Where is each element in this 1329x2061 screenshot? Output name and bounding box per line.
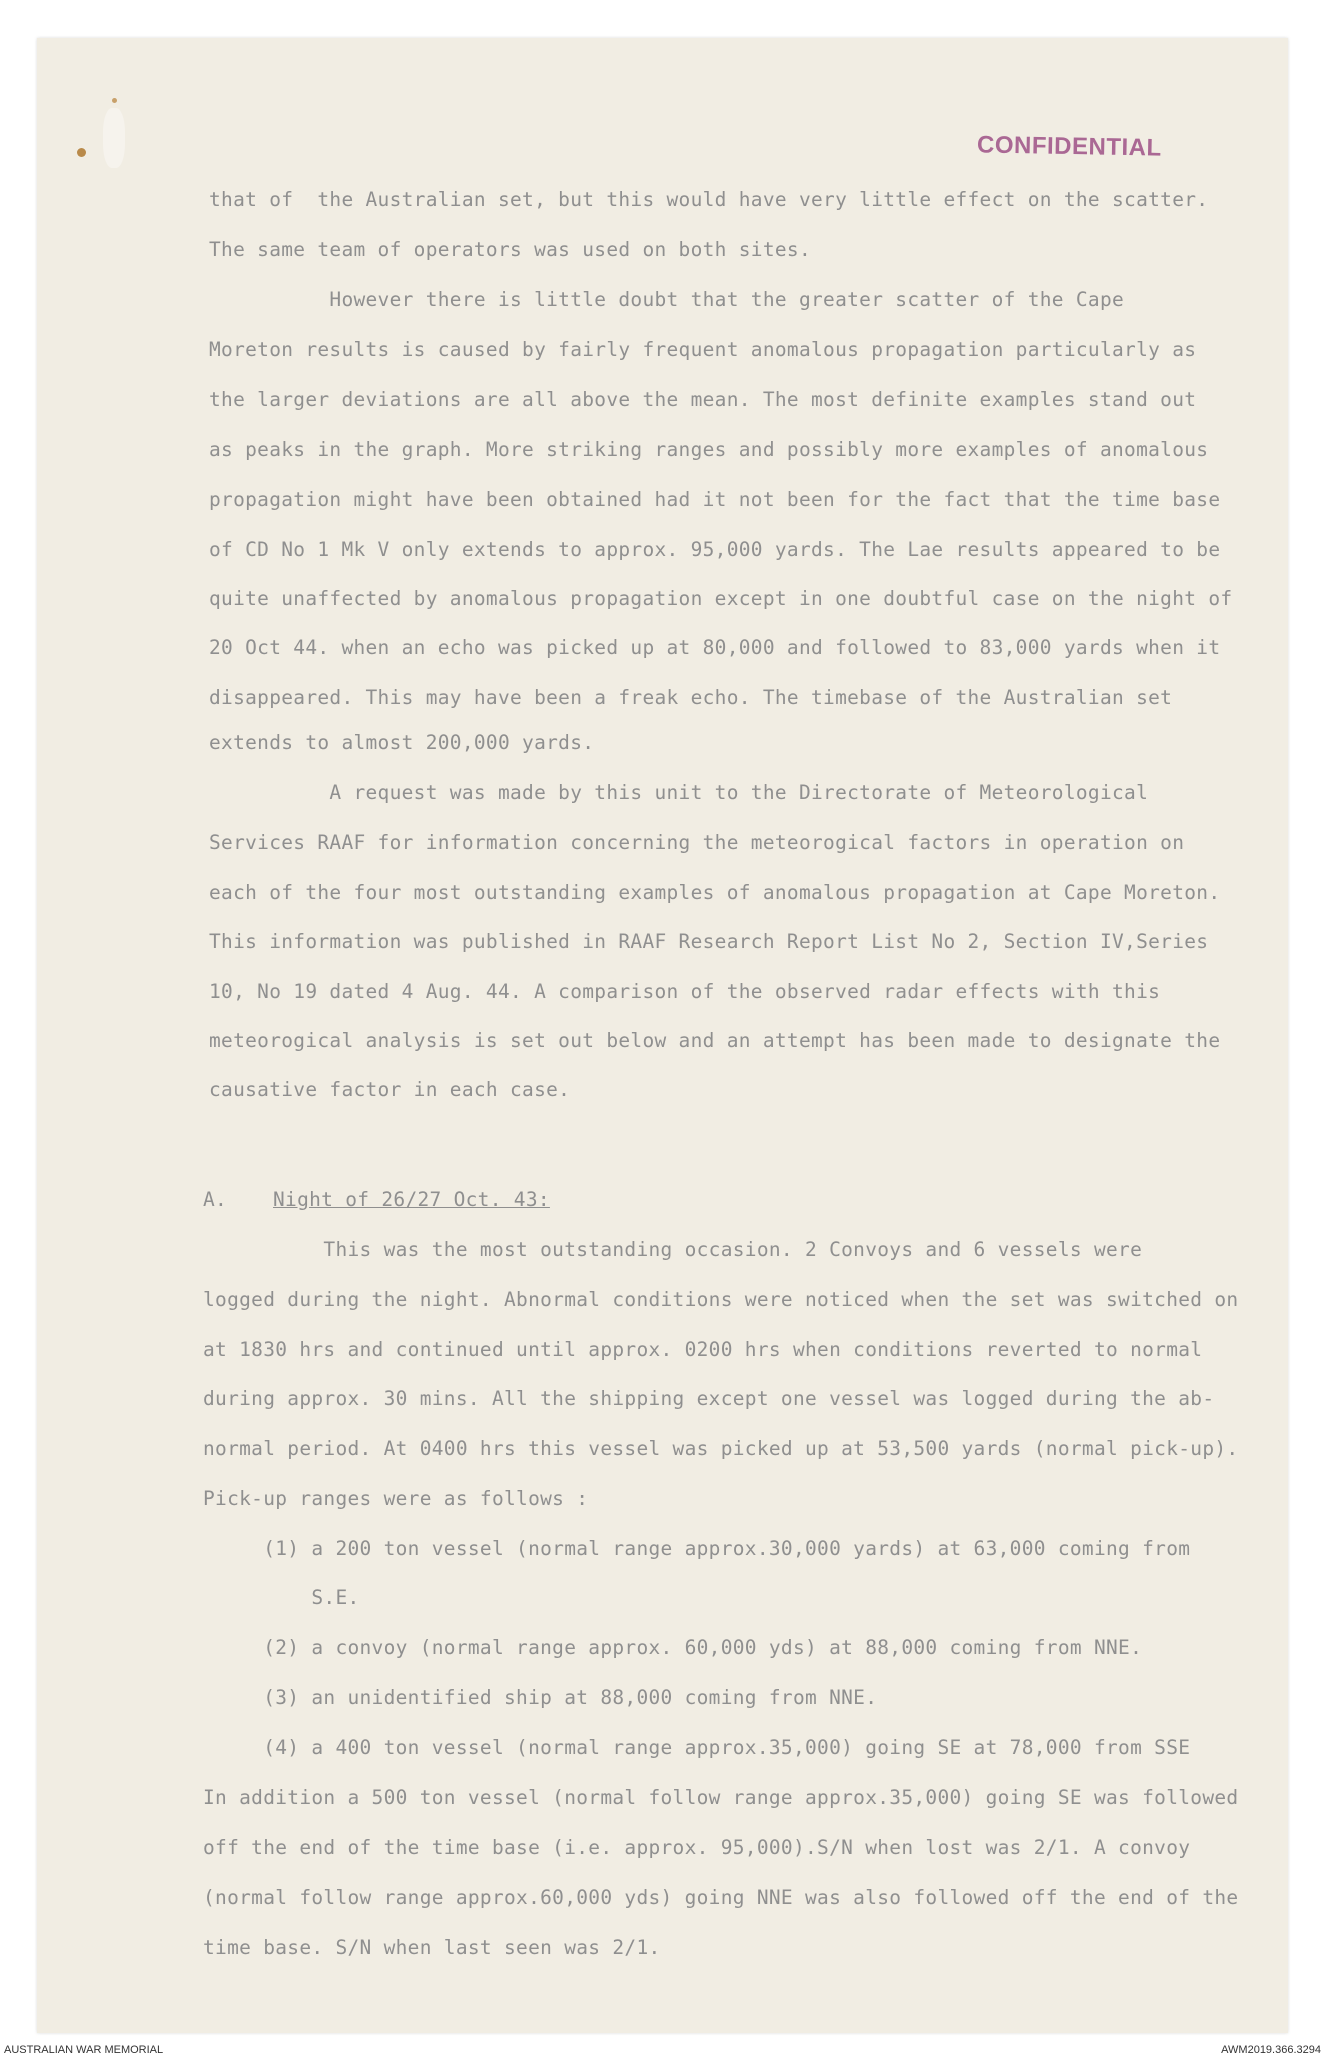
- text-line: 10, No 19 dated 4 Aug. 44. A comparison of the observed radar effects with this: [209, 980, 1161, 1003]
- paper-fold-mark: [103, 108, 125, 168]
- text-line: This was the most outstanding occasion. 2 Convoys and 6 vessels were: [203, 1238, 1143, 1261]
- text-line: during approx. 30 mins. All the shipping except one vessel was logged during the ab-: [203, 1387, 1215, 1410]
- text-line: quite unaffected by anomalous propagation except in one doubtful case on the night of: [209, 587, 1233, 610]
- rust-stain: [112, 98, 117, 103]
- document-page: [37, 38, 1288, 2033]
- section-heading: Night of 26/27 Oct. 43:: [273, 1188, 550, 1211]
- text-line: propagation might have been obtained had it not been for the fact that the time base: [209, 488, 1221, 511]
- text-line: In addition a 500 ton vessel (normal follow range approx.35,000) going SE was followed: [203, 1786, 1239, 1809]
- confidential-stamp: CONFIDENTIAL: [976, 131, 1162, 162]
- text-line: S.E.: [203, 1586, 360, 1609]
- text-line: of CD No 1 Mk V only extends to approx. 95,000 yards. The Lae results appeared to be: [209, 538, 1221, 561]
- text-line: off the end of the time base (i.e. approx. 95,000).S/N when lost was 2/1. A convoy: [203, 1836, 1191, 1859]
- text-line: A request was made by this unit to the Directorate of Meteorological: [209, 781, 1149, 804]
- text-line: disappeared. This may have been a freak echo. The timebase of the Australian set: [209, 686, 1173, 709]
- text-line: extends to almost 200,000 yards.: [209, 731, 595, 754]
- text-line: that of the Australian set, but this would have very little effect on the scatter.: [209, 188, 1209, 211]
- text-line: However there is little doubt that the greater scatter of the Cape: [209, 288, 1125, 311]
- text-line: meteorogical analysis is set out below and an attempt has been made to designate the: [209, 1029, 1221, 1052]
- section-label: A.: [203, 1188, 228, 1211]
- text-line: normal period. At 0400 hrs this vessel was picked up at 53,500 yards (normal pick-up).: [203, 1437, 1239, 1460]
- text-line: Pick-up ranges were as follows :: [203, 1487, 589, 1510]
- rust-stain: [77, 148, 86, 157]
- text-line: time base. S/N when last seen was 2/1.: [203, 1936, 661, 1959]
- text-line: at 1830 hrs and continued until approx. 0200 hrs when conditions reverted to normal: [203, 1338, 1203, 1361]
- text-line: each of the four most outstanding examples of anomalous propagation at Cape Moreton.: [209, 881, 1221, 904]
- footer-accession-number: AWM2019.366.3294: [1221, 2044, 1321, 2056]
- text-line: Moreton results is caused by fairly frequent anomalous propagation particularly as: [209, 338, 1197, 361]
- text-line: as peaks in the graph. More striking ranges and possibly more examples of anomalous: [209, 438, 1209, 461]
- text-line: Services RAAF for information concerning the meteorogical factors in operation on: [209, 831, 1185, 854]
- text-line: The same team of operators was used on both sites.: [209, 238, 811, 261]
- text-line: (4) a 400 ton vessel (normal range approx.35,000) going SE at 78,000 from SSE: [203, 1736, 1191, 1759]
- text-line: (2) a convoy (normal range approx. 60,000 yds) at 88,000 coming from NNE.: [203, 1636, 1143, 1659]
- text-line: logged during the night. Abnormal conditions were noticed when the set was switched on: [203, 1288, 1239, 1311]
- footer-credit: AUSTRALIAN WAR MEMORIAL: [4, 2044, 164, 2056]
- text-line: (1) a 200 ton vessel (normal range approx.30,000 yards) at 63,000 coming from: [203, 1537, 1191, 1560]
- text-line: (normal follow range approx.60,000 yds) going NNE was also followed off the end of the: [203, 1886, 1239, 1909]
- text-line: This information was published in RAAF Research Report List No 2, Section IV,Series: [209, 930, 1209, 953]
- text-line: the larger deviations are all above the mean. The most definite examples stand out: [209, 388, 1197, 411]
- text-line: 20 Oct 44. when an echo was picked up at 80,000 and followed to 83,000 yards when it: [209, 636, 1221, 659]
- text-line: (3) an unidentified ship at 88,000 coming from NNE.: [203, 1686, 878, 1709]
- text-line: causative factor in each case.: [209, 1078, 571, 1101]
